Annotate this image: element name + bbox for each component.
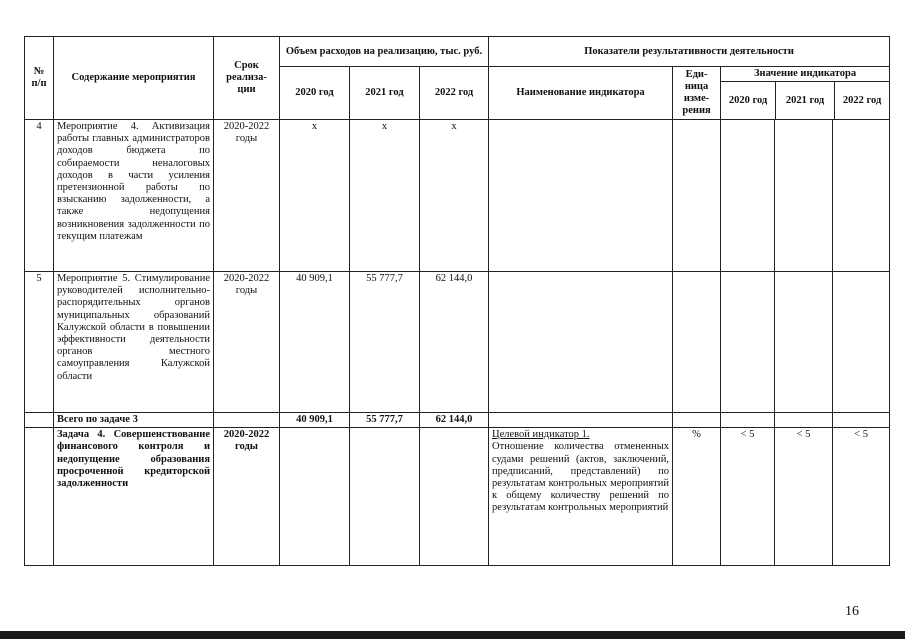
task4-indicator-cell xyxy=(489,428,673,566)
row-val-2020 xyxy=(721,120,775,272)
total-term xyxy=(214,413,280,428)
header-val-2021: 2021 год xyxy=(776,82,835,119)
total-exp-2022: 62 144,0 xyxy=(420,413,489,428)
task4-exp-2022 xyxy=(420,428,489,566)
row-term: 2020-2022 годы xyxy=(214,120,280,272)
page-number: 16 xyxy=(845,604,859,619)
row-num: 4 xyxy=(25,120,54,272)
program-table xyxy=(24,36,890,566)
task4-num xyxy=(25,428,54,566)
header-unit: Еди- ница изме- рения xyxy=(682,69,711,116)
task4-exp-2020 xyxy=(280,428,350,566)
header-content: Содержание мероприятия xyxy=(54,37,214,120)
total-indicator xyxy=(489,413,673,428)
row-content: Мероприятие 4. Активизация работы главных администраторов доходов бюджета по собираемости неналоговых доходов в части усиления претензионной работы по взысканию задолженности, а также недопущения возникновения задолженности по текущим платежам xyxy=(54,120,214,272)
total-val-2021 xyxy=(775,413,833,428)
header-unit-cell xyxy=(673,67,721,120)
task4-row xyxy=(25,428,890,566)
header-val-2020: 2020 год xyxy=(721,82,776,119)
header-row-1 xyxy=(25,37,890,67)
total-val-2022 xyxy=(833,413,890,428)
task4-val-2020: < 5 xyxy=(721,428,775,566)
header-value-years xyxy=(721,82,889,119)
task4-val-2021: < 5 xyxy=(775,428,833,566)
row-exp-2022: х xyxy=(420,120,489,272)
row-content: Мероприятие 5. Стимулирование руководителей исполнительно-распорядительных органов муниципальных образований Калужской области в повышении эффективности деятельности органов местного самоуправления Калужской области xyxy=(54,272,214,413)
row-exp-2020: х xyxy=(280,120,350,272)
header-exp-2022: 2022 год xyxy=(420,67,489,120)
row-val-2020 xyxy=(721,272,775,413)
header-exp-2020: 2020 год xyxy=(280,67,350,120)
task4-exp-2021 xyxy=(350,428,420,566)
header-exp-2021: 2021 год xyxy=(350,67,420,120)
header-indicators-group: Показатели результативности деятельности xyxy=(489,37,890,67)
total-label: Всего по задаче 3 xyxy=(54,413,214,428)
table-row xyxy=(25,120,890,272)
header-expenses-group: Объем расходов на реализацию, тыс. руб. xyxy=(280,37,489,67)
row-unit xyxy=(673,272,721,413)
scan-bottom-edge xyxy=(0,631,905,639)
row-val-2021 xyxy=(775,272,833,413)
row-term: 2020-2022 годы xyxy=(214,272,280,413)
row-exp-2021: 55 777,7 xyxy=(350,272,420,413)
task4-unit: % xyxy=(673,428,721,566)
row-val-2022 xyxy=(833,120,890,272)
header-indicator-value: Значение индикатора xyxy=(721,67,889,82)
row-exp-2020: 40 909,1 xyxy=(280,272,350,413)
header-indicator-name: Наименование индикатора xyxy=(489,67,673,120)
total-row xyxy=(25,413,890,428)
task4-indicator-title: Целевой индикатор 1. xyxy=(492,429,590,441)
total-num xyxy=(25,413,54,428)
header-val-2022: 2022 год xyxy=(842,95,882,106)
task4-indicator-text: Отношение количества отмененных судами решений (актов, заключений, предписаний, представлений) по результатам контрольных мероприятий к общему количеству решений по результатам контрольных мероприятий xyxy=(492,441,670,514)
table-row xyxy=(25,272,890,413)
row-num: 5 xyxy=(25,272,54,413)
total-exp-2021: 55 777,7 xyxy=(350,413,420,428)
row-val-2022 xyxy=(833,272,890,413)
task4-val-2022: < 5 xyxy=(833,428,890,566)
row-indicator xyxy=(489,272,673,413)
row-indicator xyxy=(489,120,673,272)
row-val-2021 xyxy=(775,120,833,272)
total-unit xyxy=(673,413,721,428)
header-term: Срок реализа- ции xyxy=(214,37,280,120)
header-value-group xyxy=(721,67,890,120)
task4-term: 2020-2022 годы xyxy=(214,428,280,566)
row-exp-2022: 62 144,0 xyxy=(420,272,489,413)
task4-content: Задача 4. Совершенствование финансового контроля и недопущение образования просроченной кредиторской задолженности xyxy=(54,428,214,566)
row-unit xyxy=(673,120,721,272)
row-exp-2021: х xyxy=(350,120,420,272)
total-val-2020 xyxy=(721,413,775,428)
header-num: № п/п xyxy=(25,37,54,120)
total-exp-2020: 40 909,1 xyxy=(280,413,350,428)
